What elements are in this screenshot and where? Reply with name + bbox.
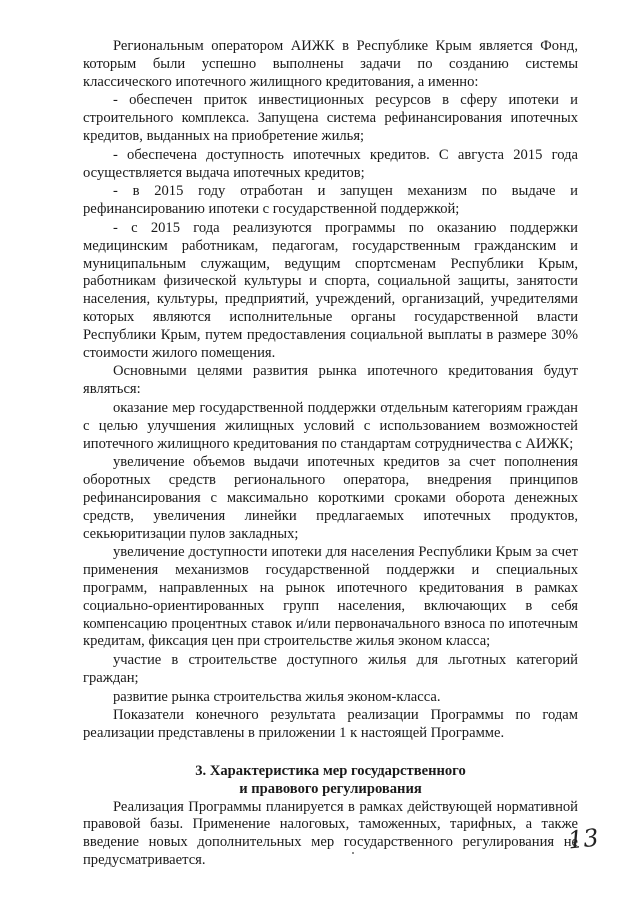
intro-paragraph: Региональным оператором АИЖК в Республике Крым является Фонд, которым были успешно выполнены задачи по созданию системы классического ипотечного жилищного кредитования, а именно:	[83, 38, 578, 90]
goal-item: увеличение объемов выдачи ипотечных кредитов за счет пополнения оборотных средств регионального оператора, внедрения принципов рефинансирования с максимально короткими сроками оборота денежных средств, увеличения линейки предлагаемых ипотечных продуктов, секьюритизации пулов закладных;	[83, 454, 578, 542]
goal-item: оказание мер государственной поддержки отдельным категориям граждан с целью улучшения жилищных условий с использованием возможностей ипотечного жилищного кредитования по стандартам сотрудничества с АИЖК;	[83, 399, 578, 452]
section-heading-line-1: 3. Характеристика мер государственного	[195, 763, 466, 780]
bullet-item: - обеспечена доступность ипотечных кредитов. С августа 2015 года осуществляется выдача ипотечных кредитов;	[83, 146, 578, 181]
section-body-paragraph: Реализация Программы планируется в рамках действующей нормативной правовой базы. Применение налоговых, таможенных, тарифных, а также введение новых дополнительных мер государственного регулирования не предусматривается.	[83, 798, 578, 869]
scan-dot	[352, 852, 354, 854]
section-heading	[83, 763, 578, 799]
goal-item: участие в строительстве доступного жилья для льготных категорий граждан;	[83, 652, 578, 686]
goal-item: увеличение доступности ипотеки для населения Республики Крым за счет применения механизмов государственной поддержки и специальных программ, направленных на рынок ипотечного кредитования в рамках социально-ориентированных групп населения, включающих в себя компенсацию процентных ставок и/или первоначального взноса по ипотечным кредитам, фиксация цен при строительстве жилья эконом класса;	[83, 544, 578, 650]
bullet-item: - в 2015 году отработан и запущен механизм по выдаче и рефинансированию ипотеки с государственной поддержкой;	[83, 183, 578, 218]
results-paragraph: Показатели конечного результата реализации Программы по годам реализации представлены в приложении 1 к настоящей Программе.	[83, 707, 578, 742]
bullet-item: - обеспечен приток инвестиционных ресурсов в сферу ипотеки и строительного комплекса. Запущена система рефинансирования ипотечных кредитов, выданных на приобретение жилья;	[83, 92, 578, 144]
section-heading-line-2: и правового регулирования	[239, 780, 422, 797]
page-number: 13	[566, 823, 600, 855]
document-body	[83, 38, 578, 870]
bullet-item: - с 2015 года реализуются программы по оказанию поддержки медицинским работникам, педагогам, государственным гражданским и муниципальным служащим, ведущим спортсменам Республики Крым, работникам физической культуры и спорта, социальной защиты, занятости населения, культуры, предприятий, учреждений, организаций, учредителями которых являются исполнительные органы государственной власти Республики Крым, путем предоставления социальной выплаты в размере 30% стоимости жилого помещения.	[83, 219, 578, 361]
goal-item: развитие рынка строительства жилья эконом-класса.	[113, 688, 441, 705]
goals-intro-paragraph: Основными целями развития рынка ипотечного кредитования будут являться:	[83, 363, 578, 398]
